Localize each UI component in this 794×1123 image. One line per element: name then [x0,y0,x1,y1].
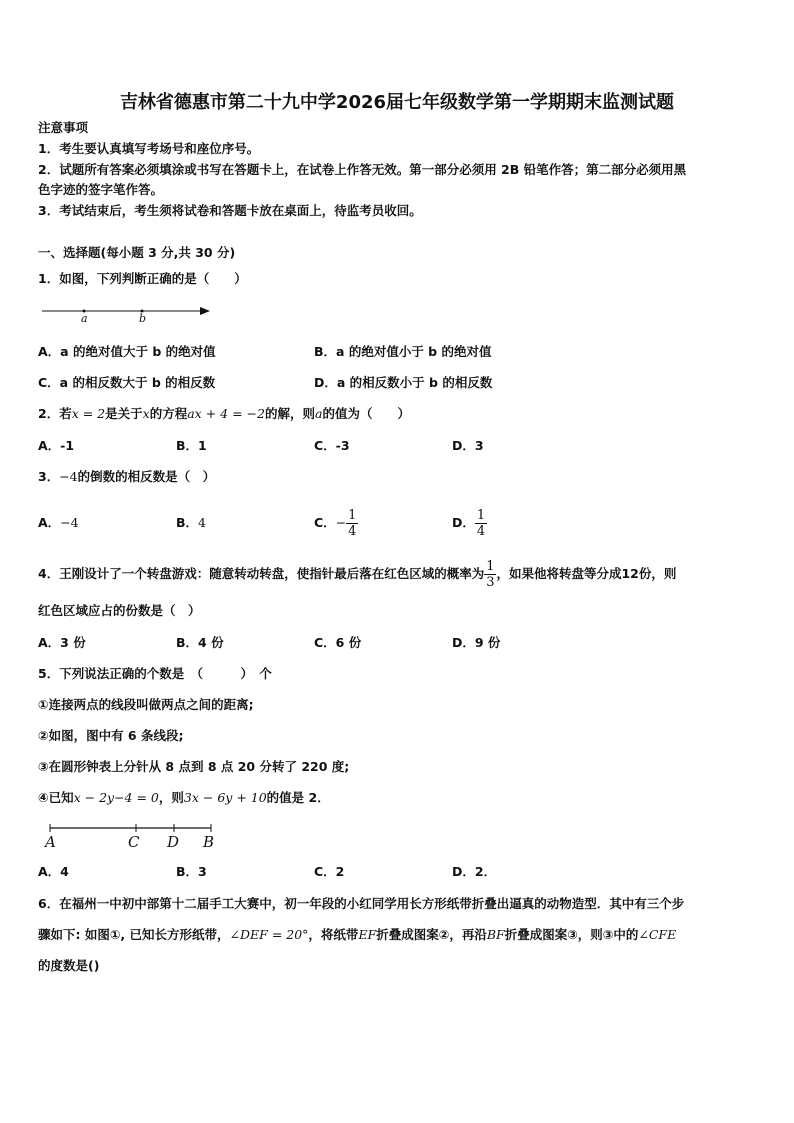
q5-statement-1: ①连接两点的线段叫做两点之间的距离; [38,697,254,712]
q2-option-a: A．-1 [38,438,75,453]
q1-option-c: C．a 的相反数大于 b 的相反数 [38,375,216,390]
q4-option-d: D．9 份 [452,635,501,650]
q5-stem: 5．下列说法正确的个数是 （ ） 个 [38,666,272,681]
q1-number-line [40,303,215,323]
q5-point-c: C [128,833,140,851]
q2-option-b: B．1 [176,438,207,453]
q6-line-3: 的度数是() [38,958,100,973]
q3-option-c: C．− $\frac{1}{4}$ [314,508,357,539]
q5-point-b: B [203,833,215,851]
q4-stem-line1: 4．王刚设计了一个转盘游戏：随意转动转盘，使指针最后落在红色区域的概率为 $\frac{1}{3}$ ，如果他将转盘等分成12份，则 [38,559,677,590]
q5-option-c: C．2 [314,864,345,879]
q4-option-b: B．4 份 [176,635,224,650]
q5-option-d: D．2． [452,864,497,879]
q4-option-c: C．6 份 [314,635,362,650]
q2-option-d: D．3 [452,438,484,453]
q1-option-d: D．a 的相反数小于 b 的相反数 [314,375,493,390]
q1-option-b: B．a 的绝对值小于 b 的绝对值 [314,344,492,359]
notice-item-1: 1．考生要认真填写考场号和座位序号。 [38,141,260,156]
q4-option-a: A．3 份 [38,635,86,650]
q5-statement-3: ③在圆形钟表上分针从 8 点到 8 点 20 分转了 220 度; [38,759,350,774]
notice-heading: 注意事项 [38,120,89,135]
q1-option-a: A．a 的绝对值大于 b 的绝对值 [38,344,216,359]
q2-stem: 2．若x = 2是关于x的方程ax + 4 = −2的解，则a的值为（ ） [38,406,410,421]
q1-stem: 1．如图，下列判断正确的是（ ） [38,271,247,286]
notice-item-2-cont: 色字迹的签字笔作答。 [38,182,164,197]
q6-line-1: 6．在福州一中初中部第十二届手工大赛中，初一年段的小红同学用长方形纸带折叠出逼真的动物造型．其中有三个步 [38,896,685,911]
q3-stem: 3．−4的倒数的相反数是（ ） [38,469,216,484]
q5-option-a: A．4 [38,864,69,879]
q6-line-2: 骤如下: 如图①, 已知长方形纸带，∠DEF = 20°，将纸带EF折叠成图案②，再沿BF折叠成图案③，则③中的∠CFE [38,927,677,942]
q5-statement-2: ②如图，图中有 6 条线段; [38,728,184,743]
q1-point-b: b [139,312,147,325]
section-heading: 一、选择题(每小题 3 分,共 30 分) [38,245,236,260]
q1-point-a: a [81,312,88,325]
notice-item-3: 3．考试结束后，考生须将试卷和答题卡放在桌面上，待监考员收回。 [38,203,422,218]
q5-point-d: D [167,833,180,851]
page-title: 吉林省德惠市第二十九中学2026届七年级数学第一学期期末监测试题 [119,92,675,113]
q5-point-a: A [45,833,56,851]
q4-stem-line2: 红色区域应占的份数是（ ） [38,603,201,618]
q5-statement-4: ④已知x − 2y−4 = 0，则3x − 6y + 10的值是 2． [38,790,330,805]
q3-option-d: D． $\frac{1}{4}$ [452,508,486,539]
notice-item-2: 2．试题所有答案必须填涂或书写在答题卡上，在试卷上作答无效。第一部分必须用 2B 铅笔作答；第二部分必须用黑 [38,162,687,177]
q3-option-a: A．−4 [38,515,79,530]
q2-option-c: C．-3 [314,438,350,453]
q5-option-b: B．3 [176,864,207,879]
q3-option-b: B．4 [176,515,206,530]
